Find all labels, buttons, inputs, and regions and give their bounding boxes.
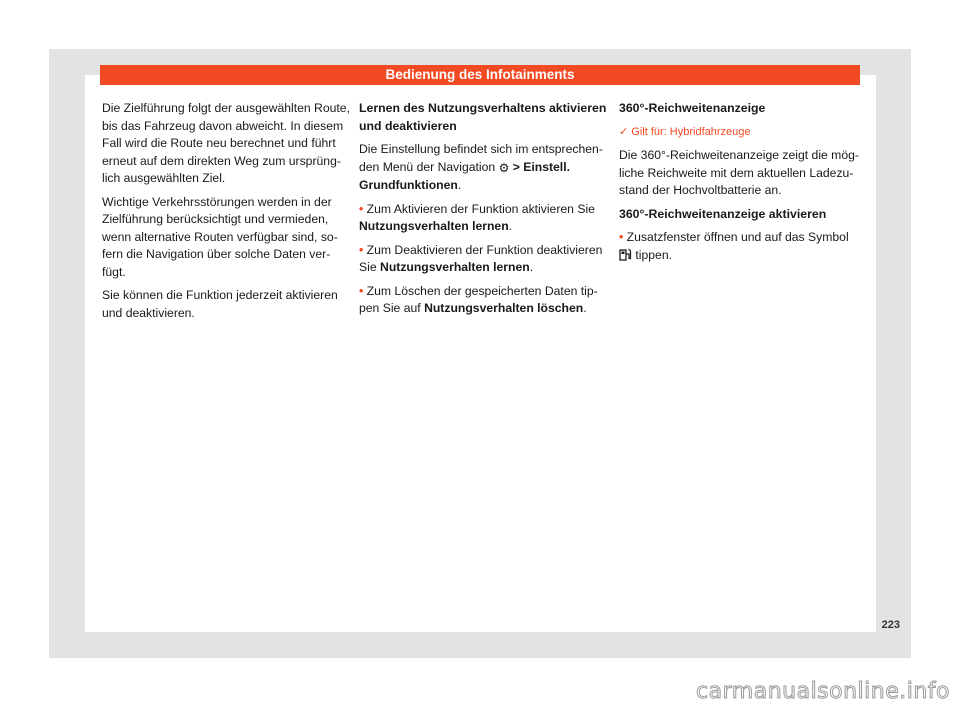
list-item-text: tippen. <box>635 247 672 262</box>
list-item-text: Zum Löschen der gespeicherten Daten tip- pen Sie auf <box>359 283 598 315</box>
column-3 <box>619 100 871 270</box>
applies-note <box>619 124 871 142</box>
bullet-icon: • <box>619 230 624 244</box>
column-2 <box>359 100 611 324</box>
list-item <box>619 229 871 264</box>
menu-path: > Einstell. Grundfunktionen <box>359 159 570 192</box>
fuel-range-icon <box>619 248 632 261</box>
punctuation: . <box>508 219 513 233</box>
punctuation: . <box>583 301 587 315</box>
list-item-text: Zum Aktivieren der Funktion aktivieren Sie <box>366 201 595 216</box>
gear-icon: ⚙ <box>498 160 510 175</box>
page-number: 223 <box>881 619 900 631</box>
list-item <box>359 201 611 236</box>
function-name: Nutzungsverhalten löschen <box>424 301 584 315</box>
paragraph: Die Zielführung folgt der ausgewählten Route, bis das Fahrzeug davon abweicht. In diesem Fall wird die Route neu berechnet und führt erneut auf dem direkten Weg zum ursprüng- lich ausgewählten Ziel. <box>102 101 350 185</box>
function-name: Nutzungsverhalten lernen <box>359 219 509 233</box>
section-heading: Lernen des Nutzungsverhaltens aktivieren und deaktivieren <box>359 101 607 133</box>
function-name: Nutzungsverhalten lernen <box>380 260 530 274</box>
punctuation: . <box>457 178 462 192</box>
paragraph <box>359 141 611 195</box>
list-item-text: Zusatzfenster öffnen und auf das Symbol <box>626 230 849 244</box>
paragraph: Die 360°-Reichweitenanzeige zeigt die mög- liche Reichweite mit dem aktuellen Ladezu- stand der Hochvoltbatterie an. <box>619 148 859 197</box>
watermark: carmanualsonline.info <box>696 679 950 704</box>
list-item <box>359 283 611 318</box>
check-icon: ✓ <box>619 125 629 138</box>
section-heading: 360°-Reichweitenanzeige <box>619 101 766 115</box>
bullet-icon: • <box>359 201 364 216</box>
section-heading: 360°-Reichweitenanzeige aktivieren <box>619 206 827 221</box>
bullet-icon: • <box>359 242 364 257</box>
paragraph: Wichtige Verkehrsstörungen werden in der Zielführung berücksichtigt und vermieden, wenn alternative Routen verfügbar sind, so- fern die Navigation über solche Daten ver- fügt. <box>102 194 338 279</box>
applies-text: Gilt für: Hybridfahrzeuge <box>631 125 751 138</box>
list-item-text: Zum Deaktivieren der Funktion deaktivieren Sie <box>359 242 603 274</box>
list-item <box>359 242 611 277</box>
bullet-icon: • <box>359 283 364 298</box>
intro-text: Die Einstellung befindet sich im entsprechen- den Menü der Navigation <box>359 142 603 174</box>
column-1 <box>102 100 354 328</box>
paragraph: Sie können die Funktion jederzeit aktivieren und deaktivieren. <box>102 288 338 320</box>
section-header: Bedienung des Infotainments <box>100 65 860 85</box>
punctuation: . <box>529 260 534 274</box>
